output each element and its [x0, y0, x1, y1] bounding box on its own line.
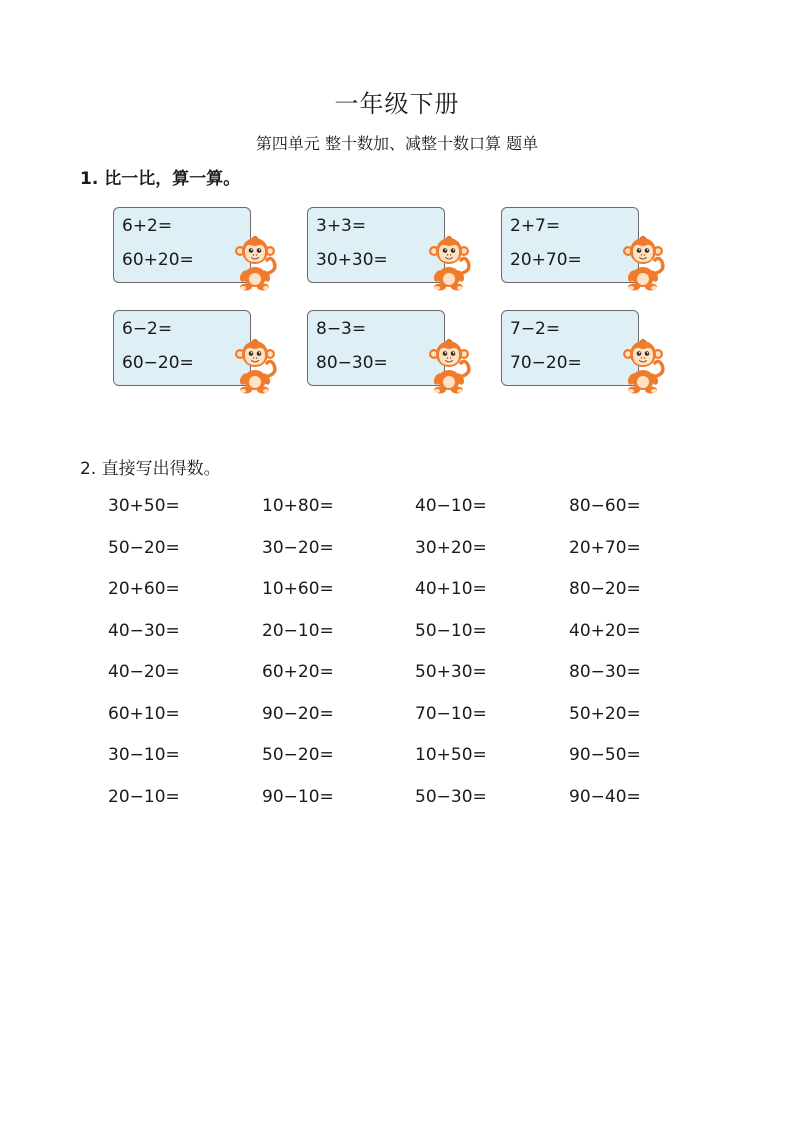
card-equation-tens: 80−30=: [316, 353, 388, 373]
exercise-item: 10+60=: [262, 579, 334, 599]
exercise-item: 30−10=: [108, 745, 180, 765]
exercise-item: 70−10=: [415, 703, 487, 724]
card-equation-tens: 20+70=: [510, 250, 582, 270]
exercise-item: 60+20=: [262, 662, 334, 682]
page-subtitle: 第四单元 整十数加、减整十数口算 题单: [255, 134, 539, 153]
monkey-icon: [232, 234, 278, 292]
exercise-item: 10+80=: [262, 496, 334, 516]
calc-card: [113, 310, 251, 386]
exercise-item: 40+20=: [569, 620, 641, 641]
card-equation-single-digit: 2+7=: [510, 216, 561, 236]
exercise-item: 50+30=: [415, 662, 487, 682]
exercise-item: 80−30=: [569, 662, 641, 682]
page-title: 一年级下册: [334, 90, 460, 118]
exercise-item: 30+20=: [415, 537, 487, 558]
exercise-item: 90−20=: [262, 703, 334, 724]
exercise-item: 90−10=: [262, 786, 334, 807]
exercise-item: 50+20=: [569, 703, 641, 724]
exercise-item: 80−20=: [569, 579, 641, 599]
card-equation-tens: 60−20=: [122, 353, 194, 373]
monkey-icon: [620, 234, 666, 292]
exercise-item: 90−50=: [569, 745, 641, 765]
monkey-icon: [232, 337, 278, 395]
exercise-item: 50−30=: [415, 786, 487, 807]
calc-card: [307, 207, 445, 283]
monkey-icon: [426, 337, 472, 395]
card-equation-single-digit: 6−2=: [122, 319, 173, 339]
exercise-item: 20−10=: [262, 620, 334, 641]
exercise-item: 50−20=: [262, 745, 334, 765]
exercise-item: 80−60=: [569, 496, 641, 516]
exercise-item: 40+10=: [415, 579, 487, 599]
card-equation-single-digit: 7−2=: [510, 319, 561, 339]
section-1-heading: 1. 比一比，算一算。: [80, 169, 241, 189]
exercise-item: 50−10=: [415, 620, 487, 641]
card-equation-tens: 60+20=: [122, 250, 194, 270]
card-equation-single-digit: 3+3=: [316, 216, 367, 236]
exercise-item: 40−10=: [415, 496, 487, 516]
exercise-item: 20−10=: [108, 786, 180, 807]
exercise-item: 60+10=: [108, 703, 180, 724]
exercise-item: 40−30=: [108, 620, 180, 641]
exercise-item: 30−20=: [262, 537, 334, 558]
card-equation-single-digit: 6+2=: [122, 216, 173, 236]
exercise-item: 20+60=: [108, 579, 180, 599]
card-equation-tens: 30+30=: [316, 250, 388, 270]
card-equation-tens: 70−20=: [510, 353, 582, 373]
section-2-heading: 2. 直接写出得数。: [80, 459, 221, 479]
exercise-item: 30+50=: [108, 496, 180, 516]
monkey-icon: [426, 234, 472, 292]
calc-card: [113, 207, 251, 283]
calc-card: [307, 310, 445, 386]
calc-card: [501, 207, 639, 283]
exercise-item: 40−20=: [108, 662, 180, 682]
exercise-item: 10+50=: [415, 745, 487, 765]
monkey-icon: [620, 337, 666, 395]
card-equation-single-digit: 8−3=: [316, 319, 367, 339]
calc-card: [501, 310, 639, 386]
exercise-item: 90−40=: [569, 786, 641, 807]
exercise-item: 50−20=: [108, 537, 180, 558]
exercise-item: 20+70=: [569, 537, 641, 558]
